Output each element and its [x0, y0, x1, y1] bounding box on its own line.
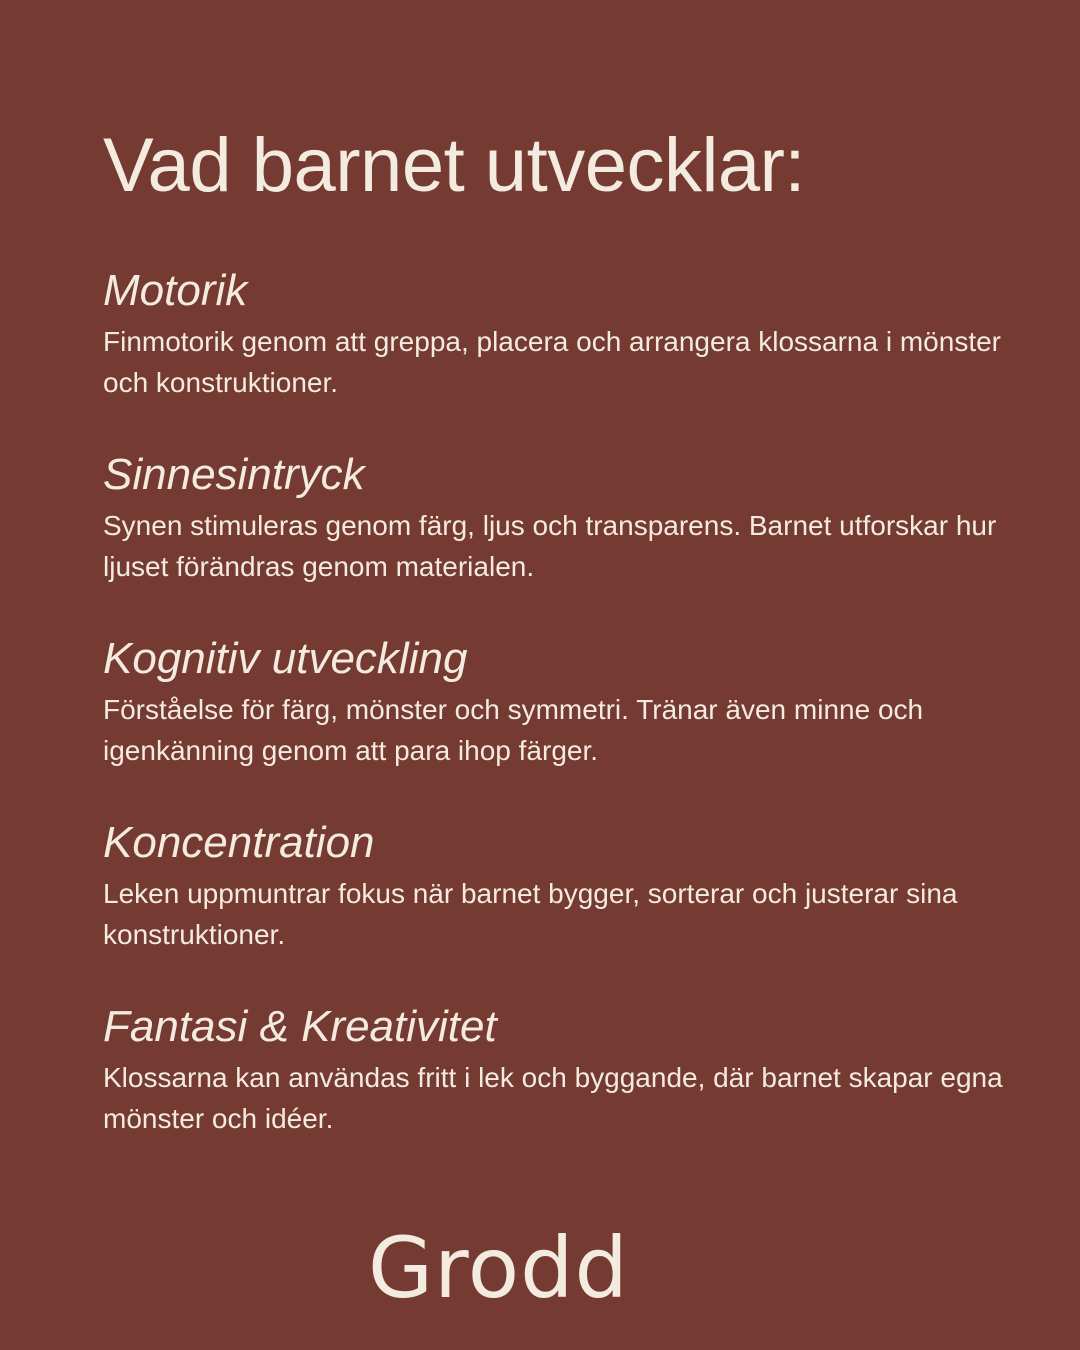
- section-koncentration: [103, 820, 1003, 955]
- section-text-koncentration: Leken uppmuntrar fokus när barnet bygger, sorterar och justerar sina konstruktioner.: [103, 878, 958, 951]
- section-title-fantasi-kreativitet: Fantasi & Kreativitet: [103, 1002, 497, 1051]
- content-area: [103, 123, 1003, 1135]
- section-kognitiv-utveckling: [103, 636, 1003, 771]
- section-text-kognitiv-utveckling: Förståelse för färg, mönster och symmetri. Tränar även minne och igenkänning genom att para ihop färger.: [103, 694, 924, 767]
- section-fantasi-kreativitet: [103, 1004, 1003, 1139]
- section-title-sinnesintryck: Sinnesintryck: [103, 450, 365, 499]
- page-title: Vad barnet utvecklar:: [103, 123, 806, 208]
- brand-logo-text: Grodd: [368, 1219, 629, 1302]
- section-title-kognitiv-utveckling: Kognitiv utveckling: [103, 634, 468, 683]
- section-text-motorik: Finmotorik genom att greppa, placera och arrangera klossarna i mönster och konstruktioner.: [103, 326, 1001, 399]
- section-text-fantasi-kreativitet: Klossarna kan användas fritt i lek och byggande, där barnet skapar egna mönster och idéer.: [103, 1062, 1003, 1135]
- brand-logo: [368, 1218, 714, 1302]
- section-motorik: [103, 268, 1003, 403]
- section-sinnesintryck: [103, 452, 1003, 587]
- section-title-koncentration: Koncentration: [103, 818, 375, 867]
- section-text-sinnesintryck: Synen stimuleras genom färg, ljus och transparens. Barnet utforskar hur ljuset förändras genom materialen.: [103, 510, 997, 583]
- section-title-motorik: Motorik: [103, 266, 248, 315]
